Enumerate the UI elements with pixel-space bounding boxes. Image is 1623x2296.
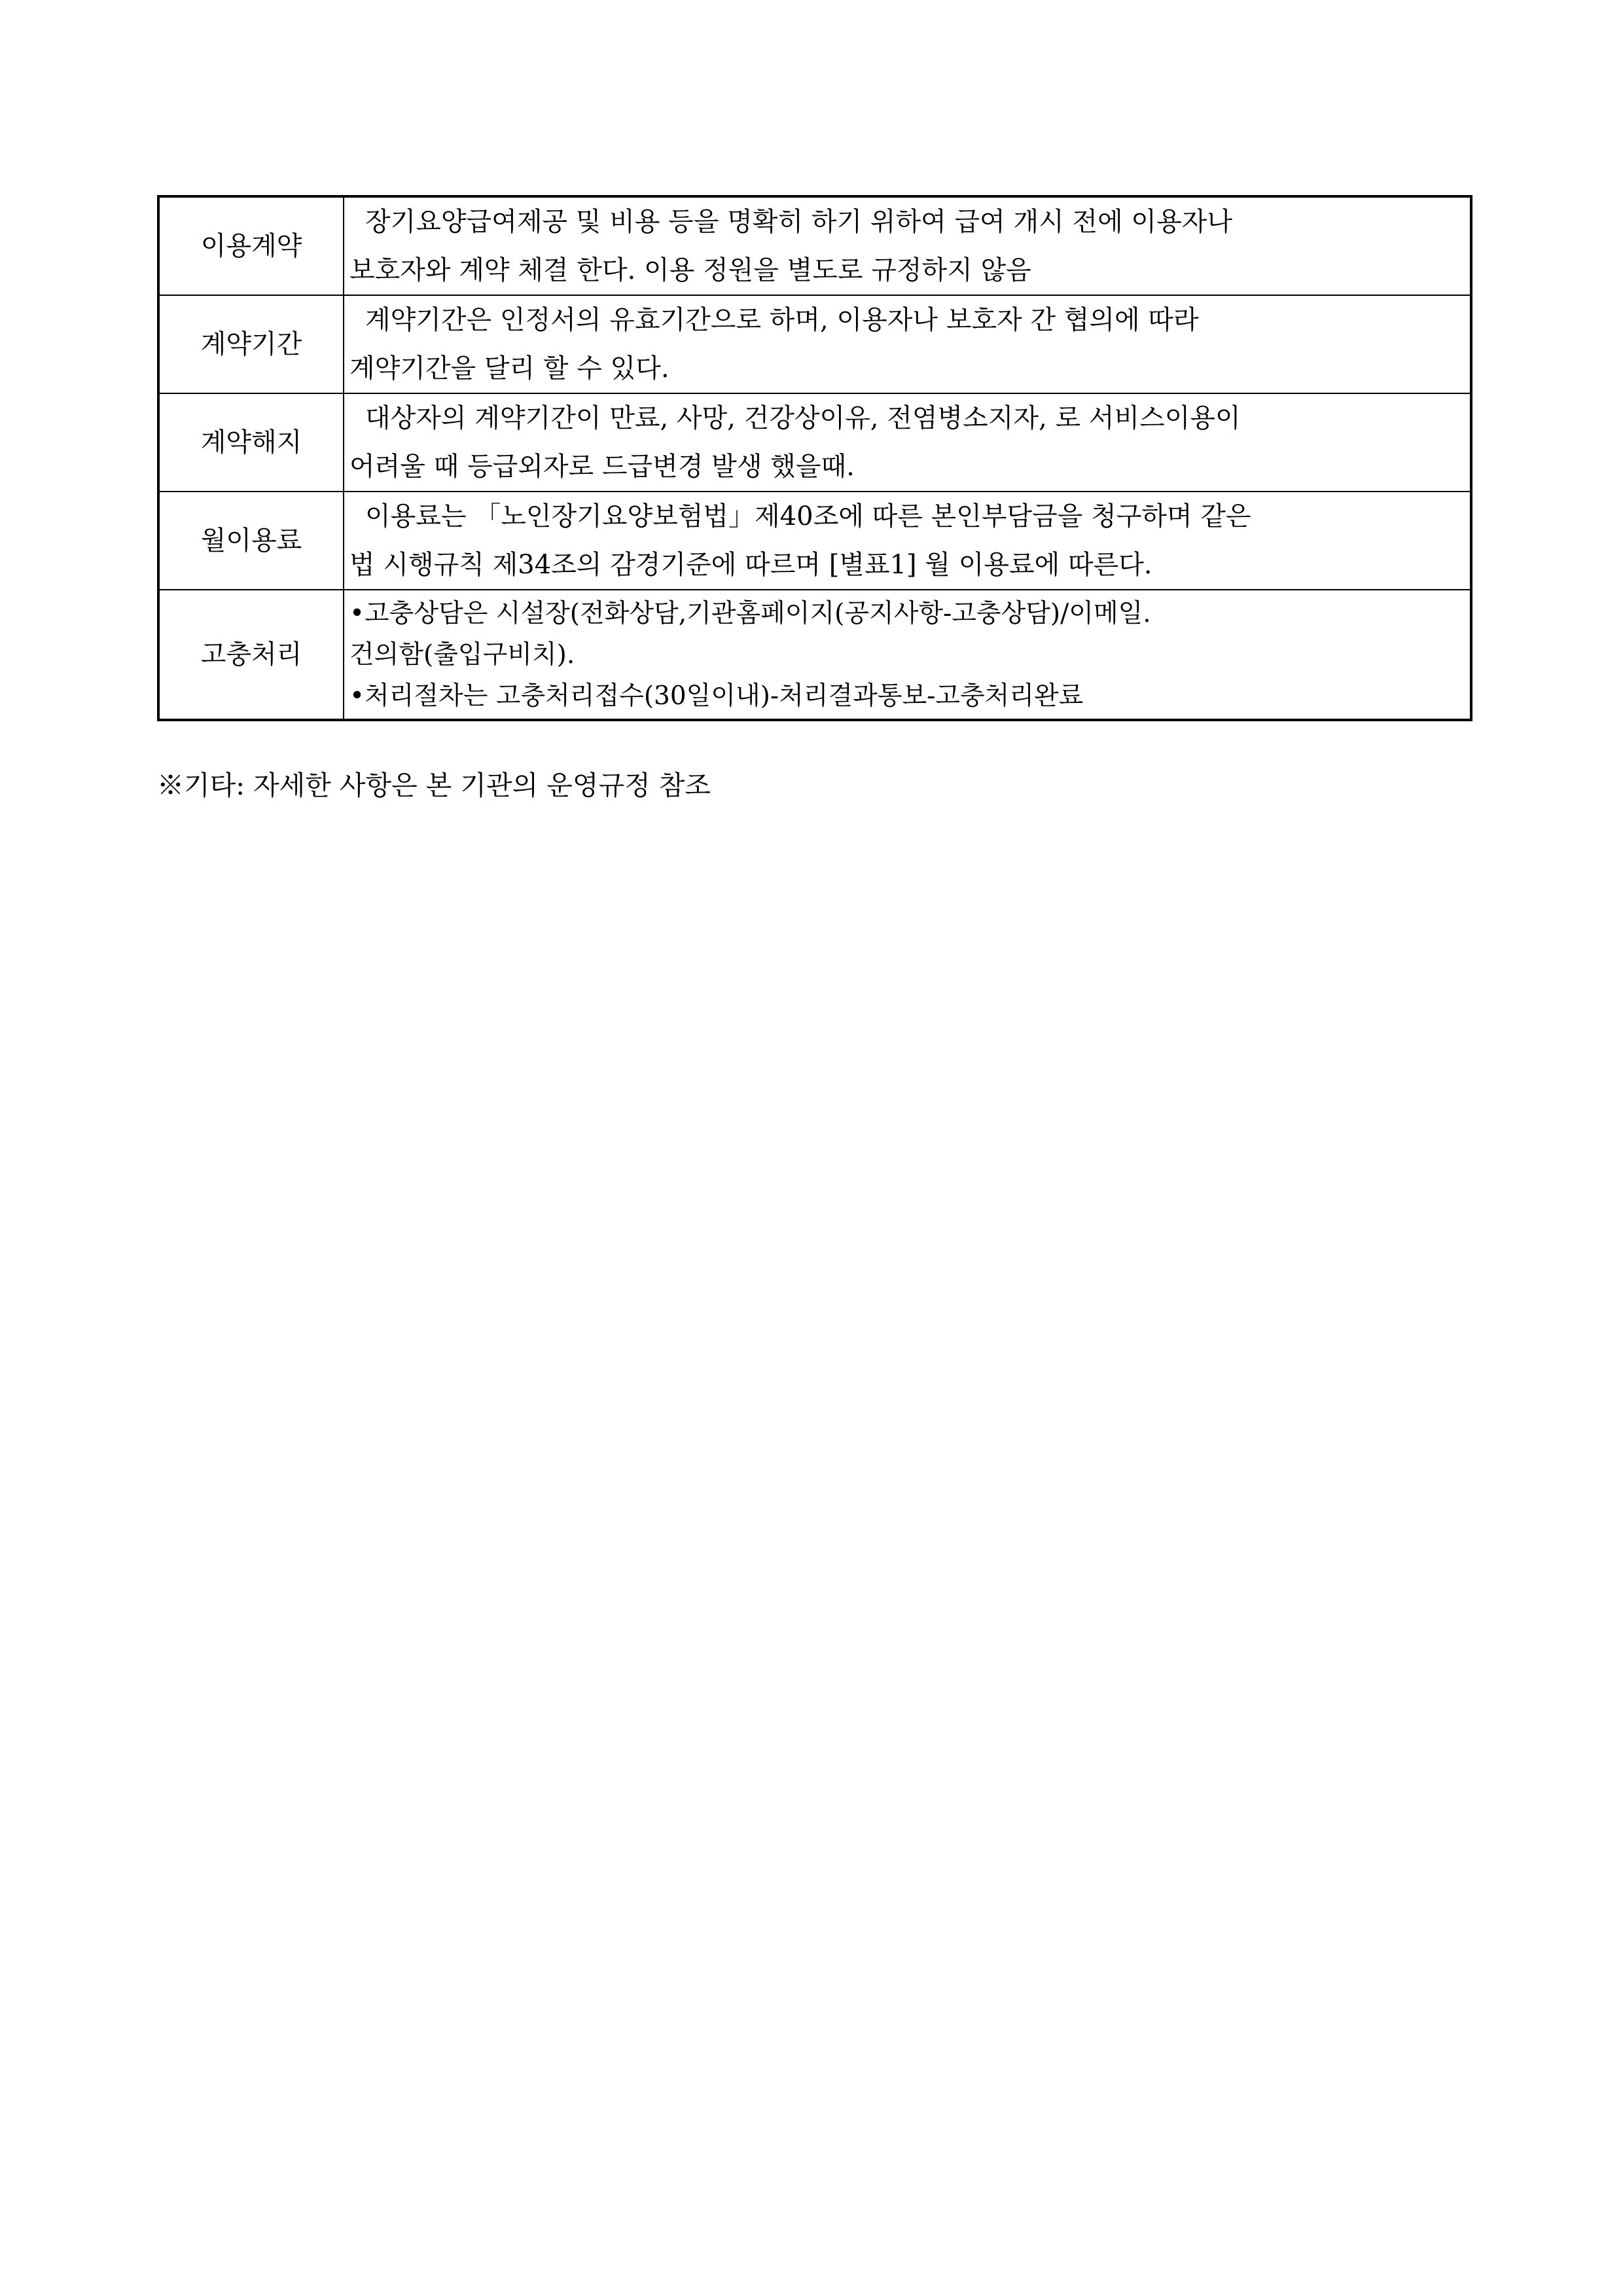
- row-content: [344, 492, 1471, 590]
- content-line: 대상자의 계약기간이 만료, 사망, 건강상이유, 전염병소지자, 로 서비스이용이: [365, 403, 1241, 433]
- row-label: 이용계약: [158, 196, 344, 295]
- row-content: [344, 393, 1471, 492]
- row-label: 계약해지: [158, 393, 344, 492]
- content-line: 계약기간을 달리 할 수 있다.: [349, 353, 669, 384]
- row-content: [344, 295, 1471, 393]
- content-line: 장기요양급여제공 및 비용 등을 명확히 하기 위하여 급여 개시 전에 이용자나: [365, 207, 1232, 237]
- row-content: [344, 590, 1471, 720]
- table-row: [158, 590, 1471, 720]
- row-label: 계약기간: [158, 295, 344, 393]
- row-label: 월이용료: [158, 492, 344, 590]
- content-line: 법 시행규칙 제34조의 감경기준에 따르며 [별표1] 월 이용료에 따른다.: [349, 550, 1152, 580]
- table-row: [158, 393, 1471, 492]
- footnote: ※기타: 자세한 사항은 본 기관의 운영규정 참조: [157, 770, 711, 801]
- content-line: •처리절차는 고충처리접수(30일이내)-처리결과통보-고충처리완료: [349, 681, 1084, 711]
- contract-terms-table: [157, 195, 1472, 721]
- content-line: 어려울 때 등급외자로 드급변경 발생 했을때.: [349, 452, 855, 482]
- row-content: [344, 196, 1471, 295]
- table-row: [158, 295, 1471, 393]
- table-row: [158, 492, 1471, 590]
- content-line: 계약기간은 인정서의 유효기간으로 하며, 이용자나 보호자 간 협의에 따라: [365, 305, 1199, 335]
- content-line: 보호자와 계약 체결 한다. 이용 정원을 별도로 규정하지 않음: [349, 255, 1031, 285]
- content-line: 이용료는 「노인장기요양보험법」제40조에 따른 본인부담금을 청구하며 같은: [365, 501, 1251, 531]
- row-label: 고충처리: [158, 590, 344, 720]
- table-row: [158, 196, 1471, 295]
- content-line: •고충상담은 시설장(전화상담,기관홈페이지(공지사항-고충상담)/이메일.: [349, 598, 1151, 628]
- content-line: 건의함(출입구비치).: [349, 639, 575, 670]
